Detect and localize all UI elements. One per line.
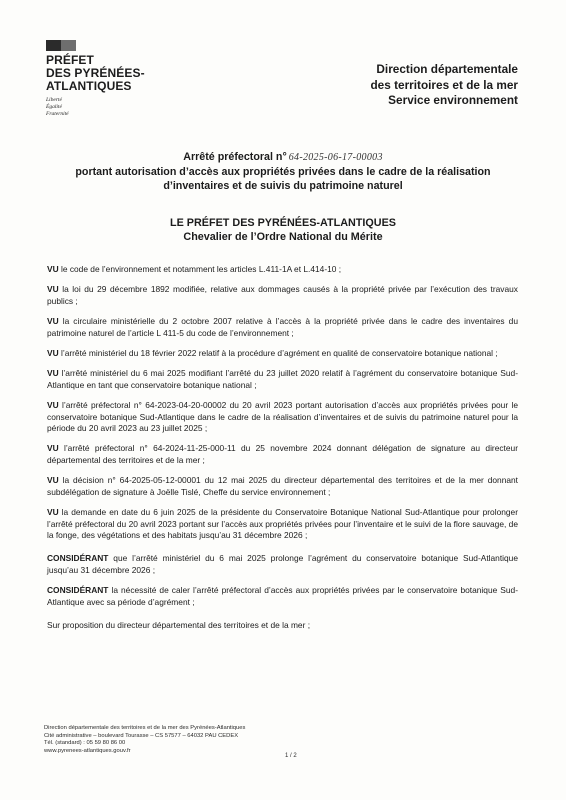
paragraph-vu: VU l’arrêté préfectoral n° 64-2024-11-25-000-11 du 25 novembre 2024 donnant délégation de signature au directeur départemental des territoires et de la mer ; [47,443,518,465]
paragraph-considérant: CONSIDÉRANT que l’arrêté ministériel du 6 mai 2025 prolonge l’agrément du conservatoire botanique Sud-Atlantique jusqu’au 31 décembre 2026 ; [47,553,518,575]
paragraph-vu: VU l’arrêté ministériel du 18 février 2022 relatif à la procédure d’agrément en qualité de conservatoire botanique national ; [47,348,498,359]
keyword: VU [47,443,59,454]
devise [46,97,166,118]
arrete-prefix: Arrêté préfectoral n° [183,151,287,163]
devise-line: Fraternité [46,111,69,117]
document-body [47,264,518,631]
keyword: CONSIDÉRANT [47,585,109,596]
title-line: portant autorisation d’accès aux propriétés privées dans le cadre de la réalisation [75,166,491,178]
prefet-line: ATLANTIQUES [46,79,132,93]
paragraph-vu: VU la demande en date du 6 juin 2025 de la présidente du Conservatoire Botanique National Sud-Atlantique pour prolonger l’arrêté préfectoral du 20 avril 2023 portant sur l’accès aux propriétés privées pour l’inventaire et le suivi de la flore sauvage, de la fonge, des végétations et des habitats jusqu’au 31 décembre 2026 ; [47,507,518,540]
footer-line: Cité administrative – boulevard Tourasse – CS 57577 – 64032 PAU CEDEX [44,732,239,739]
prefet-line: PRÉFET [46,53,94,67]
keyword: CONSIDÉRANT [47,553,109,564]
prefet-line: DES PYRÉNÉES- [46,66,145,80]
arrete-number-line [40,150,526,165]
prefet-name [46,54,166,93]
keyword: VU [47,507,59,518]
paragraph-vu: VU la loi du 29 décembre 1892 modifiée, relative aux dommages causés à la propriété privée par l’exécution des travaux publics ; [47,284,518,306]
footer-line: Tél. (standard) : 05 59 80 86 00 [44,740,126,747]
footer-line: www.pyrenees-atlantiques.gouv.fr [44,747,131,754]
direction-header [370,62,518,109]
prefet-heading [40,217,526,244]
keyword: VU [47,284,59,295]
paragraph-vu: VU l’arrêté ministériel du 6 mai 2025 modifiant l’arrêté du 23 juillet 2020 relatif à l’agrément du conservatoire botanique Sud-Atlantique en tant que conservatoire botanique national ; [47,368,518,390]
tricolor-flag-icon [46,40,76,51]
paragraph-vu: VU la décision n° 64-2025-05-12-00001 du 12 mai 2025 du directeur départemental des territoires et de la mer donnant subdélégation de signature à Joëlle Tislé, Cheffe du service environnement ; [47,475,518,497]
document-title [40,150,526,193]
page-number: 1 / 2 [285,753,297,759]
direction-line: des territoires et de la mer [370,77,518,92]
paragraph-vu: VU l’arrêté préfectoral n° 64-2023-04-20-00002 du 20 avril 2023 portant autorisation d’accès aux propriétés privées pour le conservatoire botanique Sud-Atlantique dans le cadre de la réalisation d’inventaires et de suivis du patrimoine naturel pour la période du 20 avril 2023 au 23 juillet 2025 ; [47,400,518,434]
devise-line: Égalité [46,104,62,110]
footer-line: Direction départementale des territoires et de la mer des Pyrénées-Atlantiques [44,725,246,731]
direction-line: Direction départementale [376,62,518,76]
devise-line: Liberté [46,97,62,103]
paragraph-vu: VU la circulaire ministérielle du 2 octobre 2007 relative à l’accès à la propriété privée dans le cadre des inventaires du patrimoine naturel de l’article L 411-5 du code de l’environnement ; [47,316,518,338]
title-line: d’inventaires et de suivis du patrimoine naturel [163,180,403,192]
keyword: VU [47,368,59,379]
keyword: VU [47,316,59,327]
keyword: VU [47,400,59,411]
handwritten-arrete-number: 64-2025-06-17-00003 [288,152,383,163]
paragraph-proposition: Sur proposition du directeur départemental des territoires et de la mer ; [47,619,311,630]
keyword: VU [47,348,59,359]
keyword: VU [47,264,59,274]
paragraph-considérant: CONSIDÉRANT la nécessité de caler l’arrêté préfectoral d’accès aux propriétés privées par le conservatoire botanique Sud-Atlantique avec sa période d’agrément ; [47,585,518,607]
paragraph-vu: VU le code de l’environnement et notamment les articles L.411-1A et L.414-10 ; [47,264,342,274]
footer [44,725,245,755]
prefet-heading-line: LE PRÉFET DES PYRÉNÉES-ATLANTIQUES [170,217,396,229]
marianne-logo [46,40,166,118]
keyword: VU [47,475,59,486]
prefet-heading-line: Chevalier de l’Ordre National du Mérite [183,230,383,243]
direction-line: Service environnement [388,93,518,107]
